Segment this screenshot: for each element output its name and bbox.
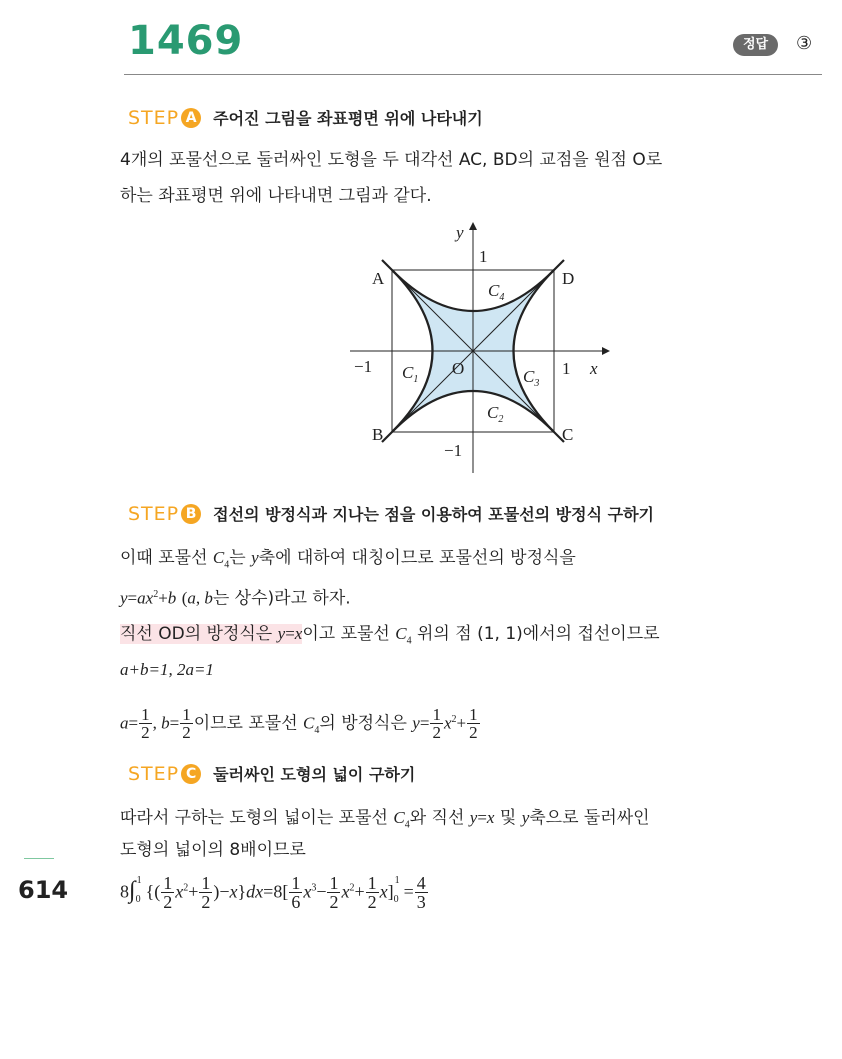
equation-line: a+b=1, 2a=1: [120, 660, 214, 679]
step-letter-badge: B: [181, 504, 201, 524]
y-axis-label: y: [456, 223, 464, 242]
step-label: STEP: [128, 762, 180, 785]
paragraph-line: 이때 포물선 $C_4$는 y축에 대하여 대칭이므로 포물선의 방정식을: [120, 548, 576, 571]
step-letter-badge: C: [181, 764, 201, 784]
step-a-heading: [128, 106, 483, 129]
problem-number: 1469: [128, 18, 244, 64]
paragraph-line: 도형의 넓이의 8배이므로: [120, 840, 306, 860]
step-title: 주어진 그림을 좌표평면 위에 나타내기: [213, 109, 483, 128]
paragraph-line: 4개의 포물선으로 둘러싸인 도형을 두 대각선 AC, BD의 교점을 원점 O로: [120, 150, 663, 170]
step-b-heading: [128, 502, 654, 525]
step-label: STEP: [128, 106, 180, 129]
step-label: STEP: [128, 502, 180, 525]
parabola-figure: [340, 218, 610, 480]
answer-value: ③: [796, 33, 813, 54]
curve-label-C4: $C_4$: [488, 281, 505, 303]
page-number: 614: [18, 876, 69, 904]
highlighted-text: 직선 OD의 방정식은 y=x: [120, 624, 303, 644]
equation-line: a= $\frac{1}{2}$ , b= $\frac{1}{2}$ 이므로 포물선 $C_4$의 방정식은 y= $\frac{1}{2}$ $x^2+$ $\frac{1}{2}$: [120, 705, 478, 742]
paragraph-line: 직선 OD의 방정식은 y=x이고 포물선 $C_4$ 위의 점 (1, 1)에서의 접선이므로: [120, 624, 660, 647]
paragraph-line: $y=ax^2+b$ (a, b는 상수)라고 하자.: [120, 588, 351, 609]
step-title: 접선의 방정식과 지나는 점을 이용하여 포물선의 방정식 구하기: [213, 505, 654, 524]
step-title: 둘러싸인 도형의 넓이 구하기: [213, 765, 416, 784]
tick-label-yneg1: −1: [444, 441, 463, 460]
integral-equation: $8\int_0^1${( $\frac{1}{2}$ $x^2+$ $\frac{1}{2}$ )−x}dx=8[ $\frac{1}{6}$ $x^3-$ $\frac{1}{2}$ $x^2+$ $\frac{1}{2}$ $x]_0^1=$ $\frac{4}{3}$: [120, 873, 426, 912]
vertex-D: D: [562, 269, 575, 288]
curve-label-C2: $C_2$: [487, 403, 504, 425]
answer-badge: 정답: [733, 34, 778, 56]
x-axis-arrow-icon: [602, 347, 610, 355]
y-axis-arrow-icon: [469, 222, 477, 230]
curve-label-C1: $C_1$: [402, 363, 419, 385]
header-divider: [124, 74, 822, 75]
step-c-heading: [128, 762, 415, 785]
vertex-C: C: [562, 425, 574, 444]
step-letter-badge: A: [181, 108, 201, 128]
vertex-B: B: [372, 425, 384, 444]
vertex-A: A: [372, 269, 385, 288]
paragraph-line: 하는 좌표평면 위에 나타내면 그림과 같다.: [120, 186, 432, 206]
origin-label: O: [452, 359, 465, 378]
curve-label-C3: $C_3$: [523, 367, 540, 389]
tick-label-x1: 1: [562, 359, 571, 378]
margin-divider: [24, 858, 54, 859]
tick-label-y1: 1: [479, 247, 488, 266]
paragraph-line: 따라서 구하는 도형의 넓이는 포물선 $C_4$와 직선 y=x 및 y축으로 둘러싸인: [120, 808, 650, 831]
x-axis-label: x: [590, 359, 598, 378]
tick-label-xneg1: −1: [354, 357, 373, 376]
